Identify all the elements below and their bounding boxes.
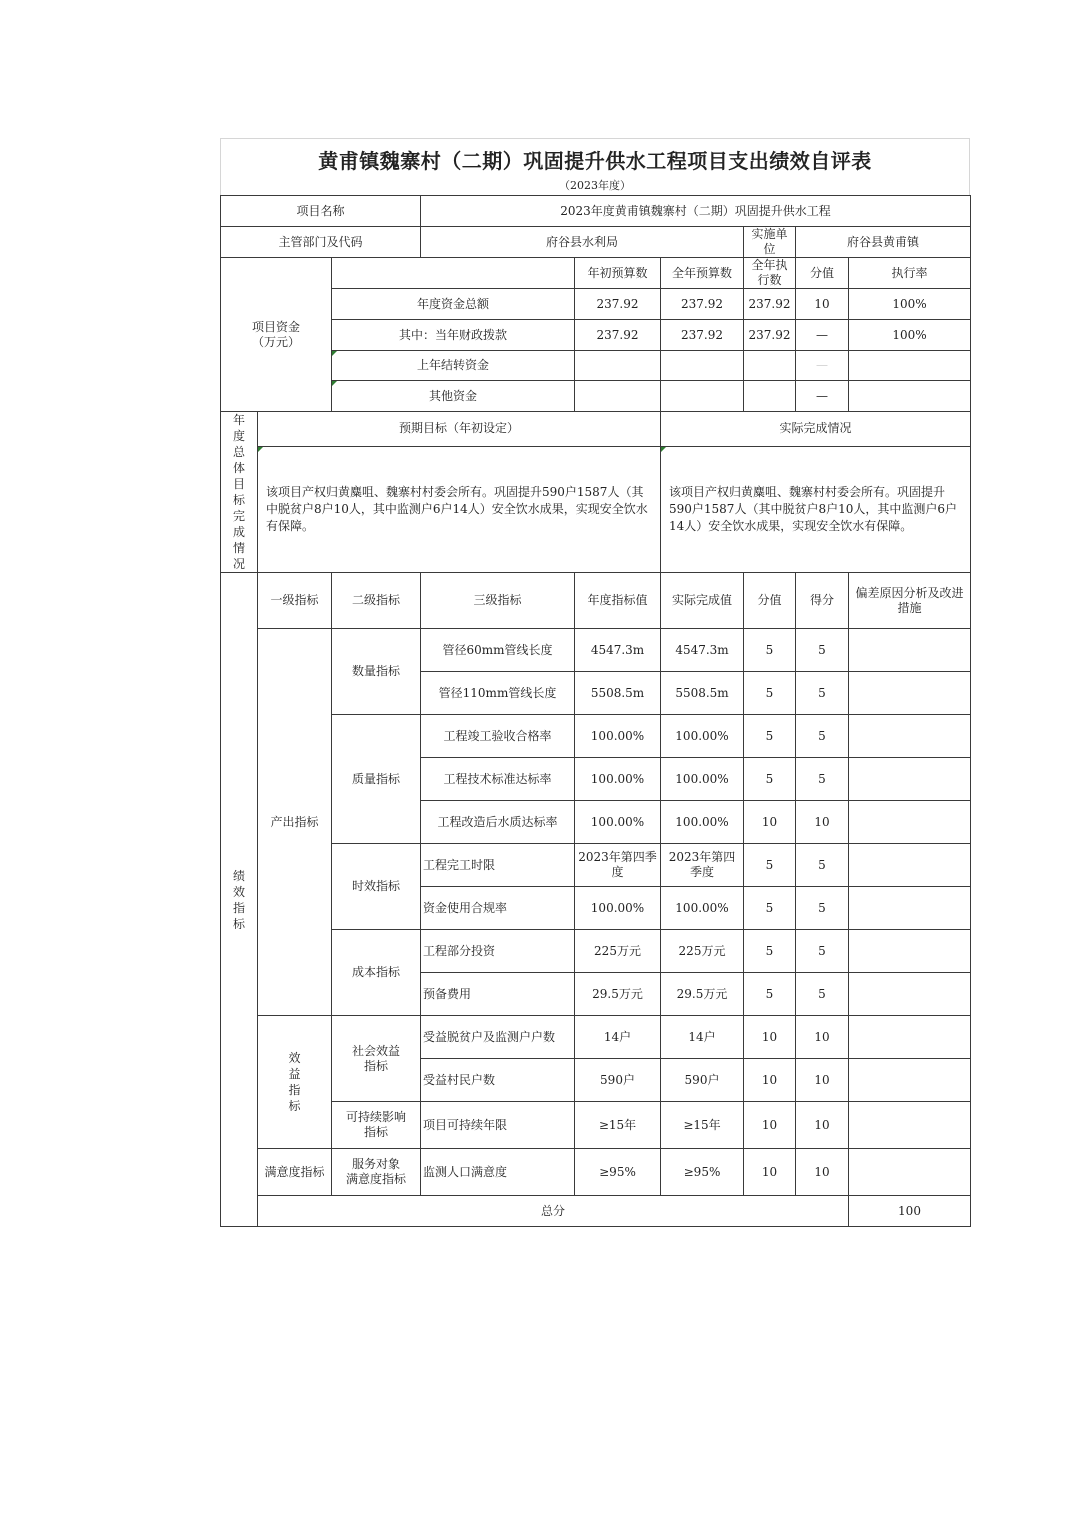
funds-cell: 237.92 bbox=[575, 289, 661, 320]
perf-row bbox=[221, 629, 971, 672]
actual-goal-text: 该项目产权归黄麋咀、魏寨村村委会所有。巩固提升590户1587人（其中脱贫户8户10人，其中监测户6户14人）安全饮水成果，实现安全饮水有保障。 bbox=[661, 446, 971, 573]
indicator-note bbox=[849, 1149, 971, 1196]
level2-quantity: 数量指标 bbox=[332, 629, 421, 715]
indicator-note bbox=[849, 801, 971, 844]
indicator-name: 管径110mm管线长度 bbox=[421, 672, 575, 715]
indicator-score: 5 bbox=[796, 715, 849, 758]
level1-output: 产出指标 bbox=[258, 629, 332, 1016]
row-total bbox=[221, 1196, 971, 1227]
indicator-target: 2023年第四季度 bbox=[575, 844, 661, 887]
row-funds-header bbox=[221, 258, 971, 289]
funds-cell: 237.92 bbox=[661, 320, 744, 351]
evaluation-sheet bbox=[220, 138, 970, 1227]
indicator-actual: 4547.3m bbox=[661, 629, 744, 672]
perf-header-7: 偏差原因分析及改进措施 bbox=[849, 573, 971, 629]
indicator-target: 225万元 bbox=[575, 930, 661, 973]
indicator-target: 29.5万元 bbox=[575, 973, 661, 1016]
indicator-target: 5508.5m bbox=[575, 672, 661, 715]
indicator-name: 资金使用合规率 bbox=[421, 887, 575, 930]
funds-row-name: 其他资金 bbox=[332, 381, 575, 412]
project-name-label: 项目名称 bbox=[221, 196, 421, 227]
indicator-actual: 100.00% bbox=[661, 758, 744, 801]
funds-row-name: 其中：当年财政拨款 bbox=[332, 320, 575, 351]
indicator-weight: 10 bbox=[744, 801, 796, 844]
indicator-weight: 10 bbox=[744, 1149, 796, 1196]
row-project-name bbox=[221, 196, 971, 227]
level2-cost: 成本指标 bbox=[332, 930, 421, 1016]
indicator-target: 590户 bbox=[575, 1059, 661, 1102]
indicator-score: 5 bbox=[796, 930, 849, 973]
indicator-weight: 5 bbox=[744, 887, 796, 930]
indicator-weight: 5 bbox=[744, 715, 796, 758]
indicator-note bbox=[849, 973, 971, 1016]
indicator-weight: 5 bbox=[744, 629, 796, 672]
perf-row bbox=[221, 1016, 971, 1059]
funds-header-1: 全年预算数 bbox=[661, 258, 744, 289]
indicator-note bbox=[849, 715, 971, 758]
funds-cell: — bbox=[796, 381, 849, 412]
perf-label: 绩效指标 bbox=[221, 573, 258, 1227]
row-goals-header bbox=[221, 412, 971, 447]
funds-row bbox=[221, 289, 971, 320]
perf-header-0: 一级指标 bbox=[258, 573, 332, 629]
funds-cell bbox=[849, 351, 971, 381]
indicator-actual: 590户 bbox=[661, 1059, 744, 1102]
indicator-target: 100.00% bbox=[575, 758, 661, 801]
indicator-name: 受益脱贫户及监测户户数 bbox=[421, 1016, 575, 1059]
indicator-score: 5 bbox=[796, 887, 849, 930]
perf-header-2: 三级指标 bbox=[421, 573, 575, 629]
indicator-weight: 5 bbox=[744, 672, 796, 715]
indicator-name: 监测人口满意度 bbox=[421, 1149, 575, 1196]
funds-row bbox=[221, 351, 971, 381]
indicator-score: 5 bbox=[796, 844, 849, 887]
perf-header-1: 二级指标 bbox=[332, 573, 421, 629]
funds-cell: 100% bbox=[849, 289, 971, 320]
indicator-actual: 100.00% bbox=[661, 801, 744, 844]
goals-label: 年度总体目标完成情况 bbox=[221, 412, 258, 573]
funds-cell bbox=[849, 381, 971, 412]
funds-cell bbox=[661, 381, 744, 412]
funds-cell: 237.92 bbox=[744, 289, 796, 320]
indicator-name: 预备费用 bbox=[421, 973, 575, 1016]
funds-cell: — bbox=[796, 320, 849, 351]
indicator-note bbox=[849, 1102, 971, 1149]
indicator-note bbox=[849, 887, 971, 930]
impl-value: 府谷县黄甫镇 bbox=[796, 227, 971, 258]
funds-header-0: 年初预算数 bbox=[575, 258, 661, 289]
indicator-target: 100.00% bbox=[575, 715, 661, 758]
indicator-weight: 10 bbox=[744, 1016, 796, 1059]
indicator-score: 10 bbox=[796, 1102, 849, 1149]
indicator-target: 100.00% bbox=[575, 887, 661, 930]
indicator-name: 项目可持续年限 bbox=[421, 1102, 575, 1149]
level2-service: 服务对象 满意度指标 bbox=[332, 1149, 421, 1196]
funds-cell bbox=[575, 351, 661, 381]
indicator-weight: 5 bbox=[744, 844, 796, 887]
indicator-actual: 100.00% bbox=[661, 715, 744, 758]
evaluation-table bbox=[220, 195, 971, 1227]
expected-goal-label: 预期目标（年初设定） bbox=[258, 412, 661, 447]
indicator-actual: 2023年第四季度 bbox=[661, 844, 744, 887]
level2-social: 社会效益 指标 bbox=[332, 1016, 421, 1102]
indicator-name: 工程技术标准达标率 bbox=[421, 758, 575, 801]
indicator-score: 10 bbox=[796, 801, 849, 844]
indicator-target: 14户 bbox=[575, 1016, 661, 1059]
indicator-name: 工程部分投资 bbox=[421, 930, 575, 973]
indicator-actual: 14户 bbox=[661, 1016, 744, 1059]
indicator-actual: 100.00% bbox=[661, 887, 744, 930]
indicator-actual: 5508.5m bbox=[661, 672, 744, 715]
indicator-note bbox=[849, 629, 971, 672]
indicator-target: ≥95% bbox=[575, 1149, 661, 1196]
perf-header-3: 年度指标值 bbox=[575, 573, 661, 629]
funds-cell bbox=[744, 351, 796, 381]
page-title: 黄甫镇魏寨村（二期）巩固提升供水工程项目支出绩效自评表 bbox=[318, 149, 872, 173]
funds-blank-header bbox=[332, 258, 575, 289]
level2-sustain: 可持续影响 指标 bbox=[332, 1102, 421, 1149]
year-label: （2023年度） bbox=[559, 179, 631, 192]
funds-cell: 237.92 bbox=[661, 289, 744, 320]
indicator-note bbox=[849, 672, 971, 715]
indicator-actual: ≥95% bbox=[661, 1149, 744, 1196]
perf-row bbox=[221, 844, 971, 887]
indicator-score: 10 bbox=[796, 1016, 849, 1059]
project-name-value: 2023年度黄甫镇魏寨村（二期）巩固提升供水工程 bbox=[421, 196, 971, 227]
total-score: 100 bbox=[849, 1196, 971, 1227]
indicator-weight: 10 bbox=[744, 1059, 796, 1102]
indicator-score: 10 bbox=[796, 1149, 849, 1196]
indicator-actual: 225万元 bbox=[661, 930, 744, 973]
indicator-name: 工程完工时限 bbox=[421, 844, 575, 887]
indicator-note bbox=[849, 1059, 971, 1102]
funds-row-name: 上年结转资金 bbox=[332, 351, 575, 381]
indicator-target: ≥15年 bbox=[575, 1102, 661, 1149]
total-label: 总分 bbox=[258, 1196, 849, 1227]
funds-header-2: 全年执行数 bbox=[744, 258, 796, 289]
indicator-note bbox=[849, 758, 971, 801]
dept-label: 主管部门及代码 bbox=[221, 227, 421, 258]
funds-header-3: 分值 bbox=[796, 258, 849, 289]
actual-goal-label: 实际完成情况 bbox=[661, 412, 971, 447]
indicator-actual: ≥15年 bbox=[661, 1102, 744, 1149]
indicator-score: 5 bbox=[796, 629, 849, 672]
perf-header-4: 实际完成值 bbox=[661, 573, 744, 629]
indicator-score: 5 bbox=[796, 758, 849, 801]
indicator-actual: 29.5万元 bbox=[661, 973, 744, 1016]
indicator-note bbox=[849, 930, 971, 973]
indicator-weight: 5 bbox=[744, 930, 796, 973]
funds-cell bbox=[744, 381, 796, 412]
perf-header-6: 得分 bbox=[796, 573, 849, 629]
perf-row bbox=[221, 1149, 971, 1196]
dept-value: 府谷县水利局 bbox=[421, 227, 744, 258]
impl-label: 实施单位 bbox=[744, 227, 796, 258]
indicator-target: 4547.3m bbox=[575, 629, 661, 672]
level1-benefit: 效益指标 bbox=[258, 1016, 332, 1149]
funds-cell: 237.92 bbox=[575, 320, 661, 351]
indicator-name: 管径60mm管线长度 bbox=[421, 629, 575, 672]
indicator-name: 工程改造后水质达标率 bbox=[421, 801, 575, 844]
indicator-score: 5 bbox=[796, 672, 849, 715]
funds-cell: 237.92 bbox=[744, 320, 796, 351]
funds-label: 项目资金 （万元） bbox=[221, 258, 332, 412]
level2-time: 时效指标 bbox=[332, 844, 421, 930]
level1-satisfaction: 满意度指标 bbox=[258, 1149, 332, 1196]
funds-cell: 10 bbox=[796, 289, 849, 320]
indicator-score: 10 bbox=[796, 1059, 849, 1102]
row-goals bbox=[221, 446, 971, 573]
level2-quality: 质量指标 bbox=[332, 715, 421, 844]
funds-row bbox=[221, 381, 971, 412]
funds-header-4: 执行率 bbox=[849, 258, 971, 289]
funds-cell bbox=[575, 381, 661, 412]
perf-row bbox=[221, 1102, 971, 1149]
row-perf-header bbox=[221, 573, 971, 629]
perf-row bbox=[221, 715, 971, 758]
indicator-note bbox=[849, 1016, 971, 1059]
indicator-target: 100.00% bbox=[575, 801, 661, 844]
funds-cell bbox=[661, 351, 744, 381]
funds-row-name: 年度资金总额 bbox=[332, 289, 575, 320]
indicator-name: 受益村民户数 bbox=[421, 1059, 575, 1102]
row-dept bbox=[221, 227, 971, 258]
indicator-name: 工程竣工验收合格率 bbox=[421, 715, 575, 758]
funds-cell: 100% bbox=[849, 320, 971, 351]
expected-goal-text: 该项目产权归黄麋咀、魏寨村村委会所有。巩固提升590户1587人（其中脱贫户8户10人，其中监测户6户14人）安全饮水成果，实现安全饮水有保障。 bbox=[258, 446, 661, 573]
title-box bbox=[220, 138, 970, 195]
indicator-weight: 5 bbox=[744, 973, 796, 1016]
funds-row bbox=[221, 320, 971, 351]
indicator-note bbox=[849, 844, 971, 887]
perf-row bbox=[221, 930, 971, 973]
indicator-score: 5 bbox=[796, 973, 849, 1016]
funds-cell: — bbox=[796, 351, 849, 381]
perf-header-5: 分值 bbox=[744, 573, 796, 629]
indicator-weight: 5 bbox=[744, 758, 796, 801]
indicator-weight: 10 bbox=[744, 1102, 796, 1149]
